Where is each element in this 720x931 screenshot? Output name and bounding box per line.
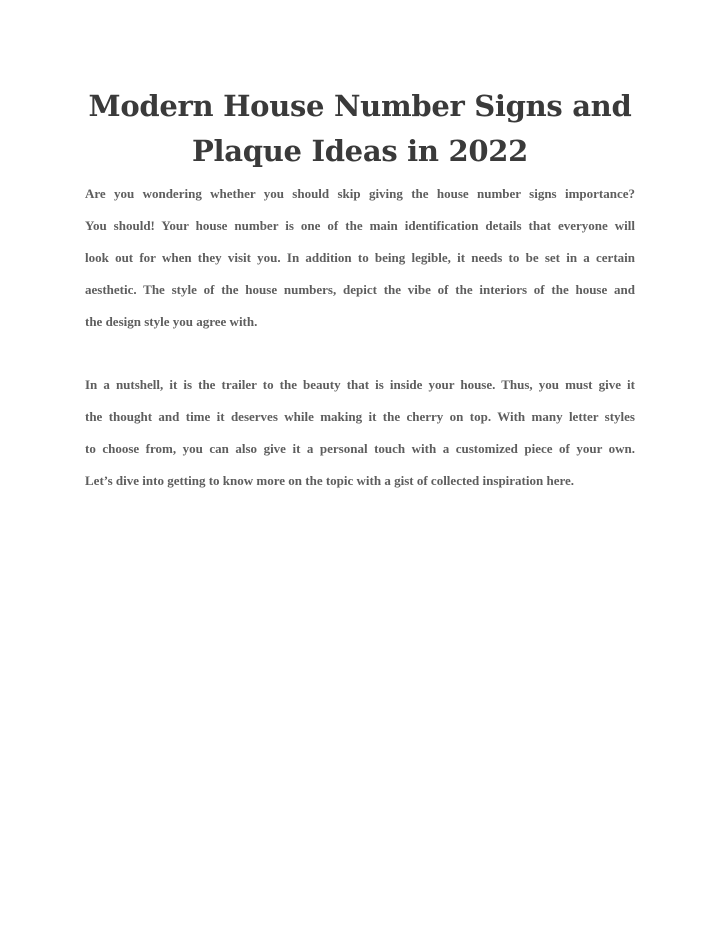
title-line-1: Modern House Number Signs and xyxy=(88,89,632,123)
nutshell-paragraph xyxy=(85,369,635,497)
paragraph-line: In a nutshell, it is the trailer to the beauty that is inside your house. Thus, you must give it xyxy=(85,377,635,392)
paragraph-line: aesthetic. The style of the house numbers, depict the vibe of the interiors of the house and xyxy=(85,282,635,297)
paragraph-line: look out for when they visit you. In addition to being legible, it needs to be set in a certain xyxy=(85,250,635,265)
page-title xyxy=(60,84,660,174)
paragraph-line: Let’s dive into getting to know more on the topic with a gist of collected inspiration here. xyxy=(85,473,575,488)
paragraph-line: the thought and time it deserves while making it the cherry on top. With many letter styles xyxy=(85,409,635,424)
title-line-2: Plaque Ideas in 2022 xyxy=(192,134,528,168)
paragraph-line: Are you wondering whether you should skip giving the house number signs importance? xyxy=(85,186,635,201)
intro-paragraph xyxy=(85,178,635,338)
paragraph-line: the design style you agree with. xyxy=(85,314,258,329)
paragraph-line: You should! Your house number is one of the main identification details that everyone will xyxy=(85,218,635,233)
paragraph-line: to choose from, you can also give it a personal touch with a customized piece of your own. xyxy=(85,441,635,456)
